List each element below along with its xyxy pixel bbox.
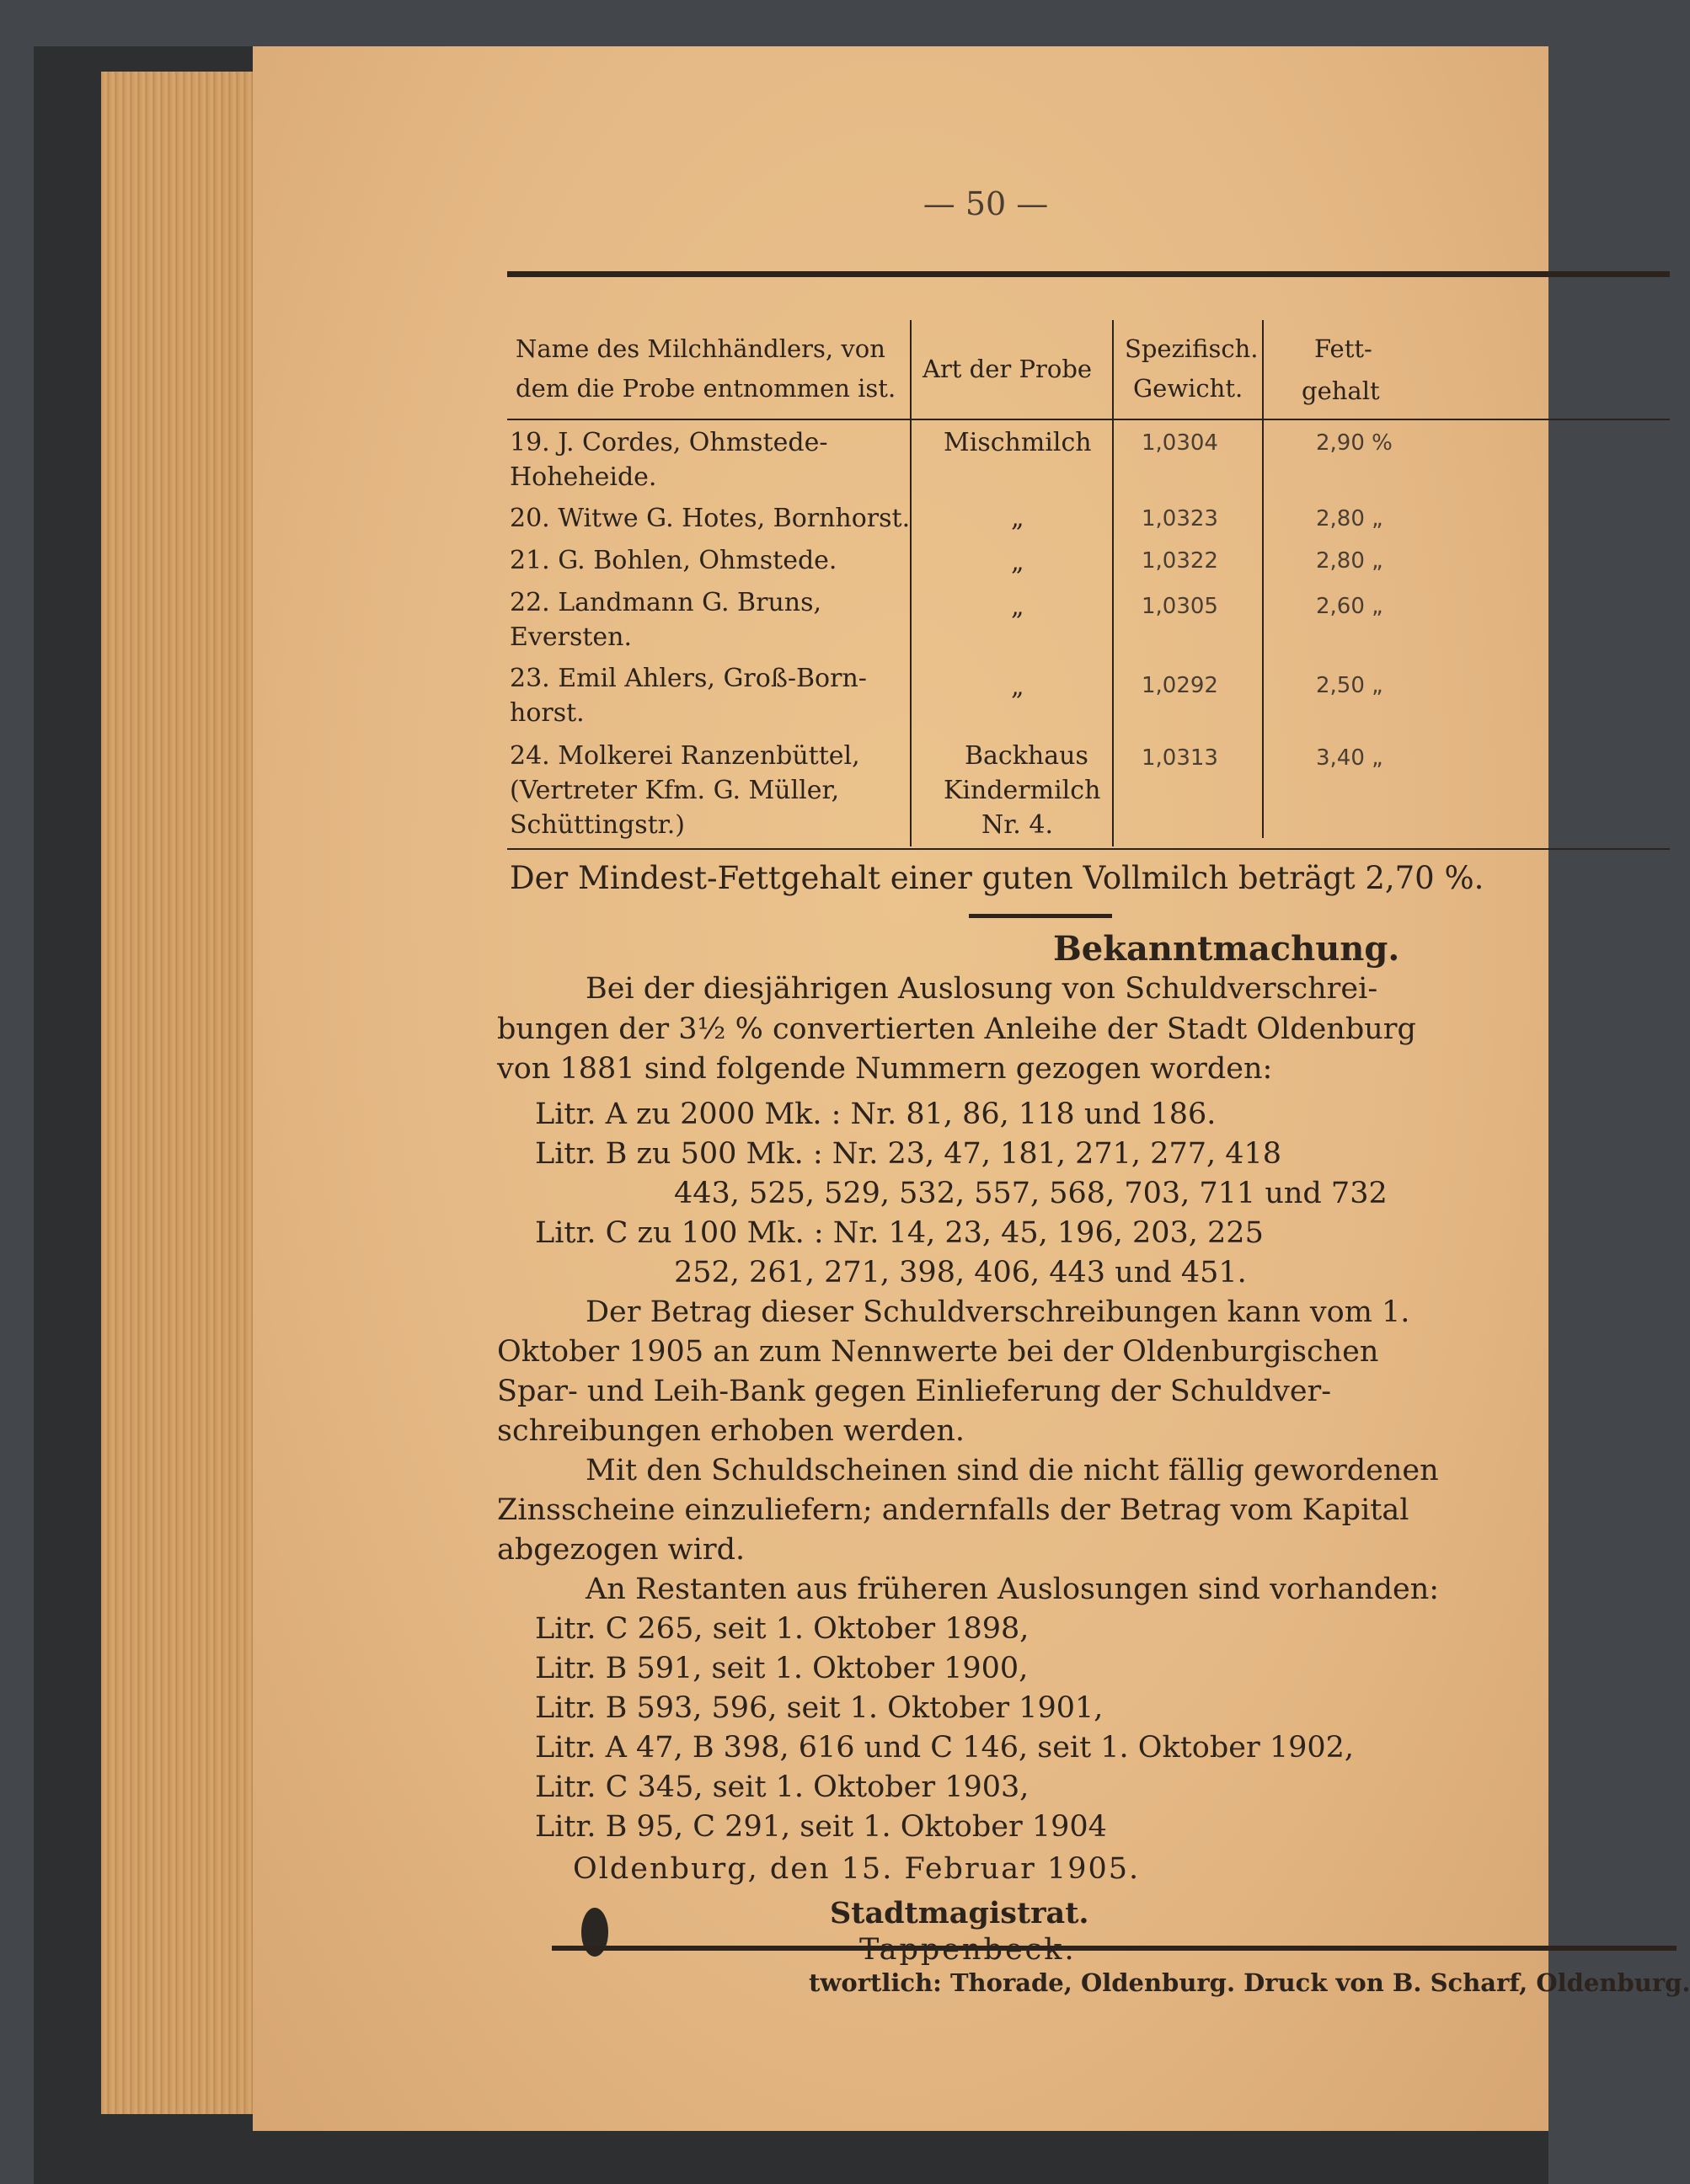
short-divider	[969, 914, 1112, 918]
body-line-23: Oldenburg, den 15. Februar 1905.	[573, 1852, 1141, 1886]
row-23-art: „	[1011, 672, 1024, 702]
body-line-19: Litr. B 593, 596, seit 1. Oktober 1901,	[535, 1691, 1104, 1725]
row-21-spez: 1,0322	[1142, 548, 1218, 574]
header-art: Art der Probe	[923, 355, 1093, 383]
body-line-22: Litr. B 95, C 291, seit 1. Oktober 1904	[535, 1810, 1107, 1844]
row-24-fett: 3,40 „	[1316, 745, 1383, 771]
row-20-art: „	[1011, 504, 1024, 533]
signature-stadtmagistrat: Stadtmagistrat.	[830, 1896, 1089, 1930]
row-23-spez: 1,0292	[1142, 673, 1218, 698]
row-20-name: 20. Witwe G. Hotes, Bornhorst.	[510, 504, 911, 533]
footer-rule	[552, 1946, 1677, 1951]
body-line-14: Zinsscheine einzuliefern; andernfalls der Betrag vom Kapital	[497, 1493, 1409, 1527]
row-24-name-3: Schüttingstr.)	[510, 810, 685, 840]
body-line-4: Litr. A zu 2000 Mk. : Nr. 81, 86, 118 und 186.	[535, 1097, 1217, 1131]
row-21-fett: 2,80 „	[1316, 548, 1383, 574]
row-19-spez: 1,0304	[1142, 430, 1218, 456]
row-22-spez: 1,0305	[1142, 594, 1218, 619]
row-24-art-2: Kindermilch	[944, 776, 1101, 805]
body-line-8: 252, 261, 271, 398, 406, 443 und 451.	[674, 1256, 1247, 1290]
body-line-18: Litr. B 591, seit 1. Oktober 1900,	[535, 1652, 1029, 1685]
body-line-5: Litr. B zu 500 Mk. : Nr. 23, 47, 181, 271, 277, 418	[535, 1137, 1282, 1171]
row-19-art: Mischmilch	[944, 428, 1092, 457]
body-line-9: Der Betrag dieser Schuldverschreibungen kann vom 1.	[586, 1295, 1410, 1329]
header-fett-1: Fett-	[1314, 334, 1372, 363]
table-divider-1	[910, 320, 912, 846]
row-19-fett: 2,90 %	[1316, 430, 1393, 456]
row-21-art: „	[1011, 547, 1024, 577]
body-line-2: bungen der 3½ % convertierten Anleihe der Stadt Oldenburg	[497, 1012, 1416, 1046]
table-divider-3	[1262, 320, 1264, 838]
header-name-2: dem die Probe entnommen ist.	[516, 374, 896, 403]
row-22-art: „	[1011, 592, 1024, 622]
header-fett-2: gehalt	[1302, 376, 1380, 405]
book-page	[253, 46, 1690, 2131]
row-19-name-1: 19. J. Cordes, Ohmstede-	[510, 428, 828, 457]
header-name-1: Name des Milchhändlers, von	[516, 334, 885, 363]
body-line-21: Litr. C 345, seit 1. Oktober 1903,	[535, 1770, 1030, 1804]
body-line-7: Litr. C zu 100 Mk. : Nr. 14, 23, 45, 196, 203, 225	[535, 1216, 1264, 1250]
row-24-art-1: Backhaus	[965, 741, 1088, 771]
row-22-fett: 2,60 „	[1316, 594, 1383, 619]
table-top-rule	[507, 271, 1670, 277]
body-line-6: 443, 525, 529, 532, 557, 568, 703, 711 und 732	[674, 1177, 1388, 1210]
row-21-name: 21. G. Bohlen, Ohmstede.	[510, 546, 837, 575]
row-24-name-2: (Vertreter Kfm. G. Müller,	[510, 776, 840, 805]
table-header-rule	[507, 419, 1670, 420]
body-line-15: abgezogen wird.	[497, 1533, 746, 1567]
printer-footer: twortlich: Thorade, Oldenburg. Druck von B. Scharf, Oldenburg.	[809, 1968, 1690, 1997]
header-spez-1: Spezifisch.	[1125, 334, 1259, 363]
body-line-16: An Restanten aus früheren Auslosungen sind vorhanden:	[586, 1573, 1440, 1606]
body-line-13: Mit den Schuldscheinen sind die nicht fällig gewordenen	[586, 1454, 1439, 1487]
body-line-12: schreibungen erhoben werden.	[497, 1414, 965, 1448]
body-line-1: Bei der diesjährigen Auslosung von Schuldverschrei-	[586, 972, 1378, 1006]
row-23-name-2: horst.	[510, 698, 585, 728]
page-number: — 50 —	[923, 185, 1049, 222]
body-line-3: von 1881 sind folgende Nummern gezogen worden:	[497, 1052, 1273, 1086]
body-line-17: Litr. C 265, seit 1. Oktober 1898,	[535, 1612, 1030, 1646]
row-20-spez: 1,0323	[1142, 506, 1218, 531]
table-bottom-rule	[507, 848, 1670, 850]
table-divider-2	[1112, 320, 1114, 846]
body-line-11: Spar- und Leih-Bank gegen Einlieferung der Schuldver-	[497, 1375, 1332, 1408]
row-22-name-2: Eversten.	[510, 622, 633, 652]
row-24-spez: 1,0313	[1142, 745, 1218, 771]
header-spez-2: Gewicht.	[1133, 374, 1243, 403]
row-20-fett: 2,80 „	[1316, 506, 1383, 531]
heading-bekanntmachung: Bekanntmachung.	[1053, 929, 1400, 969]
row-23-fett: 2,50 „	[1316, 673, 1383, 698]
row-19-name-2: Hoheheide.	[510, 462, 657, 492]
row-23-name-1: 23. Emil Ahlers, Groß-Born-	[510, 664, 867, 693]
body-line-20: Litr. A 47, B 398, 616 und C 146, seit 1. Oktober 1902,	[535, 1731, 1355, 1765]
minimum-fat-note: Der Mindest-Fettgehalt einer guten Vollmilch beträgt 2,70 %.	[510, 860, 1484, 896]
row-24-art-3: Nr. 4.	[981, 810, 1053, 840]
body-line-10: Oktober 1905 an zum Nennwerte bei der Oldenburgischen	[497, 1335, 1379, 1369]
row-24-name-1: 24. Molkerei Ranzenbüttel,	[510, 741, 860, 771]
row-22-name-1: 22. Landmann G. Bruns,	[510, 588, 822, 617]
